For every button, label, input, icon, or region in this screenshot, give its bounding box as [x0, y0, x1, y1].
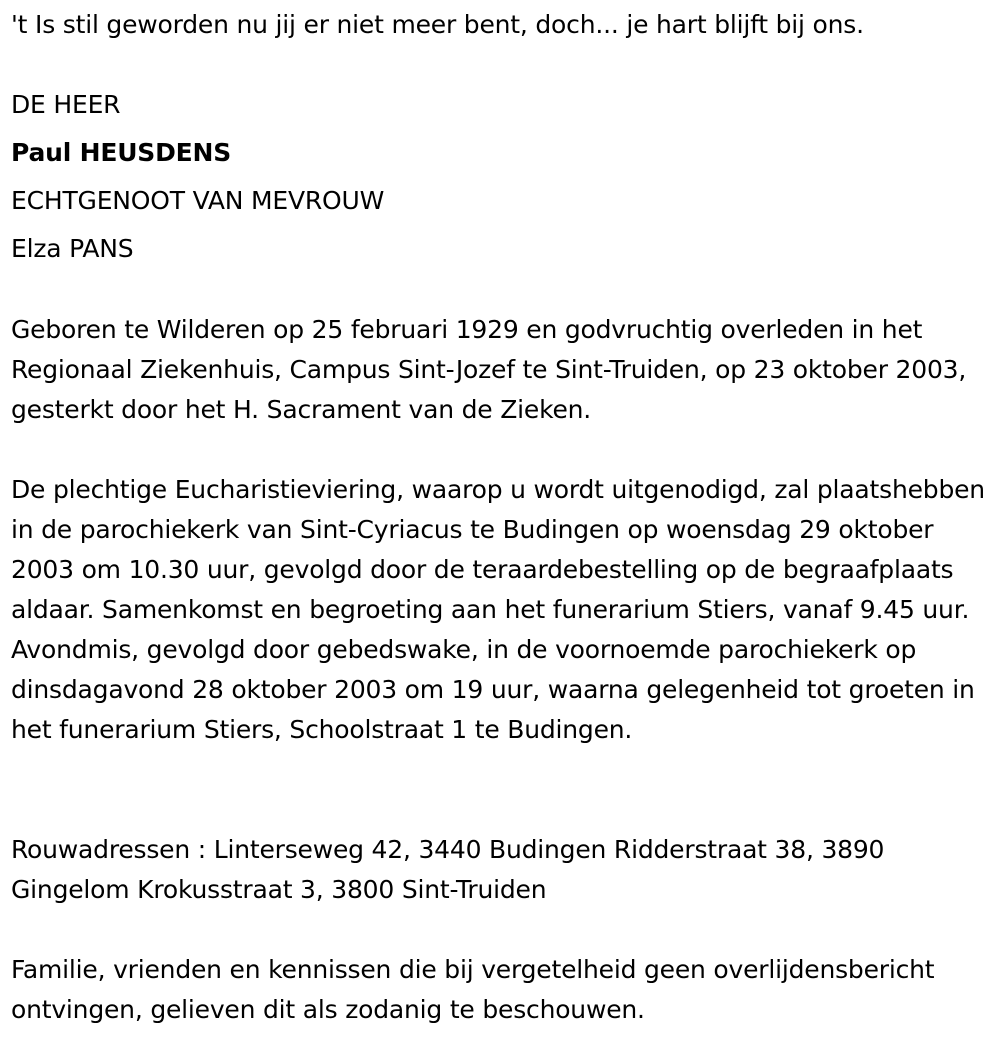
- closing-paragraph: Familie, vrienden en kennissen die bij vergetelheid geen overlijdensbericht ontvingen, gelieven dit als zodanig te beschouwen.: [11, 955, 935, 1024]
- ceremony-paragraph: De plechtige Eucharistieviering, waarop u wordt uitgenodigd, zal plaatshebben in de parochiekerk van Sint-Cyriacus te Budingen op woensdag 29 oktober 2003 om 10.30 uur, gevolgd door de teraardebestelling op de begraafplaats aldaar. Samenkomst en begroeting aan het funerarium Stiers, vanaf 9.45 uur. Avondmis, gevolgd door gebedswake, in de voornoemde parochiekerk op dinsdagavond 28 oktober 2003 om 19 uur, waarna gelegenheid tot groeten in het funerarium Stiers, Schoolstraat 1 te Budingen.: [11, 475, 985, 744]
- salutation: DE HEER: [11, 90, 121, 119]
- addresses-paragraph: Rouwadressen : Linterseweg 42, 3440 Budingen Ridderstraat 38, 3890 Gingelom Krokusstraat 3, 3800 Sint-Truiden: [11, 835, 885, 904]
- spouse-name: Elza PANS: [11, 234, 134, 263]
- birth-death-paragraph: Geboren te Wilderen op 25 februari 1929 en godvruchtig overleden in het Regionaal Ziekenhuis, Campus Sint-Jozef te Sint-Truiden, op 23 oktober 2003, gesterkt door het H. Sacrament van de Zieken.: [11, 315, 967, 424]
- spouse-label: ECHTGENOOT VAN MEVROUW: [11, 186, 385, 215]
- intro-quote: 't Is stil geworden nu jij er niet meer bent, doch... je hart blijft bij ons.: [11, 10, 864, 39]
- deceased-name: Paul HEUSDENS: [11, 138, 232, 167]
